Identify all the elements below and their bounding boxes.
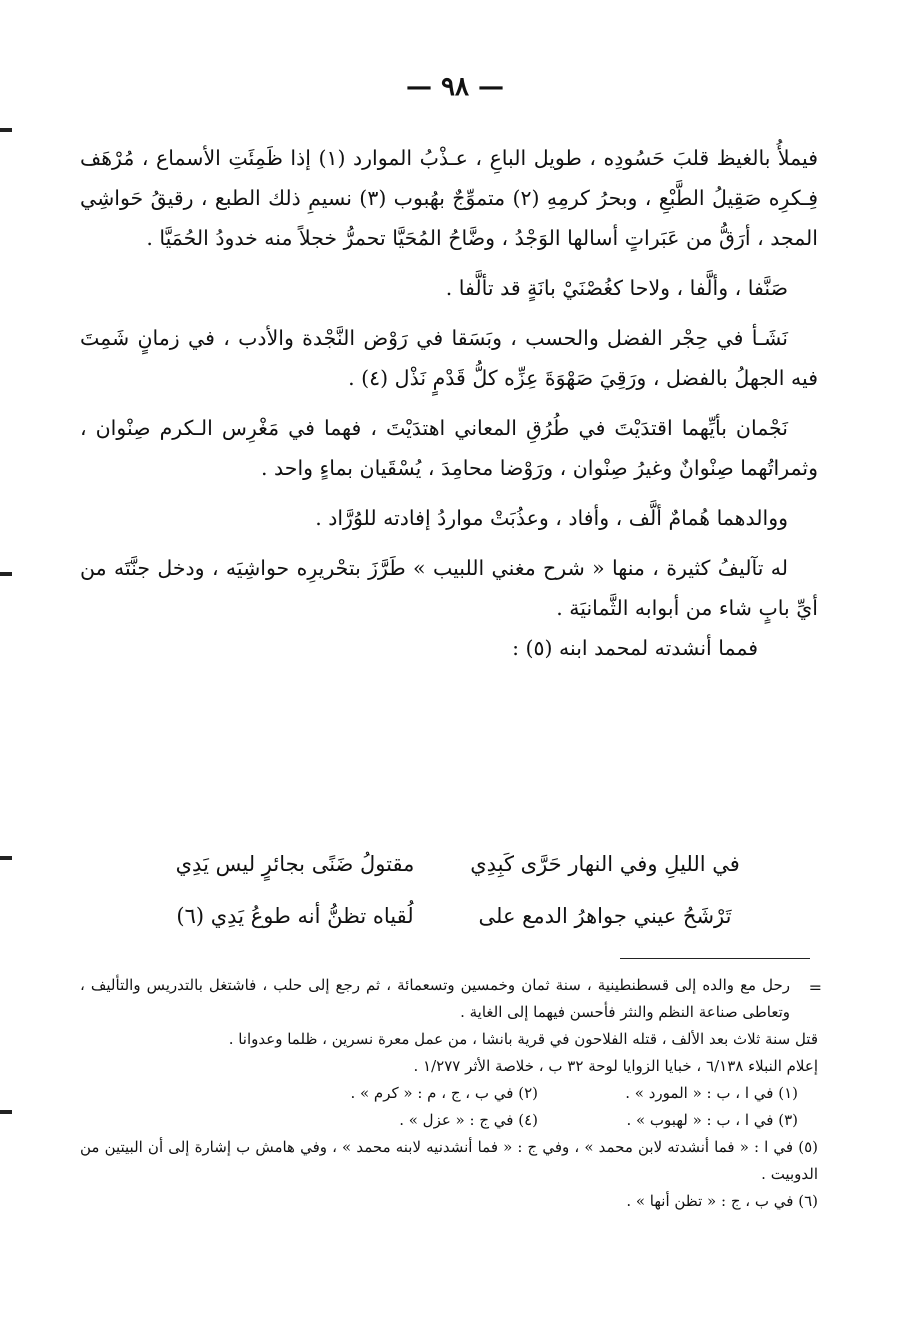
footnote-3: (٣) في ا ، ب : « لهبوب » .	[626, 1111, 798, 1129]
footnote-separator	[620, 958, 810, 959]
margin-mark-4	[0, 1110, 12, 1114]
margin-mark-3	[0, 856, 12, 860]
footnote-sources: إعلام النبلاء ٦/١٣٨ ، خبايا الزوايا لوحة ٣٢ ب ، خلاصة الأثر ١/٢٧٧ .	[413, 1057, 818, 1075]
footnotes	[80, 972, 818, 1215]
footnote-row-1	[278, 1080, 798, 1107]
verse-1	[150, 838, 750, 890]
continuation-mark: =	[808, 978, 822, 997]
verse-1-first-hemistich: في الليلِ وفي النهار حَرَّى كَبِدِي	[470, 852, 740, 876]
margin-mark-1	[0, 128, 12, 132]
paragraph-5: ووالدهما هُمامٌ ألَّف ، وأفاد ، وعذُبَتْ مواردُ إفادته للوُرَّاد .	[315, 506, 788, 530]
margin-mark-2	[0, 572, 12, 576]
verse-2	[150, 890, 750, 942]
paragraph-3: نَشَـأ في حِجْر الفضل والحسب ، وبَسَقا في رَوْض النَّجْدة والأدب ، في زمانٍ شَمِتَ فيه الجهلُ بالفضل ، ورَقِيَ صَهْوَةَ عِزِّه كلُّ قَدْمٍ نَذْل (٤) .	[80, 326, 818, 390]
paragraph-2: صَنَّفا ، وألَّفا ، ولاحا كغُصْنَيْ بانَةٍ قد تألَّفا .	[445, 276, 788, 300]
verse-1-second-hemistich: مقتولُ ضَنًى بجائرٍ ليس يَدِي	[175, 852, 415, 876]
paragraph-4: نَجْمان بأيِّهما اقتدَيْتَ في طُرُقِ المعاني اهتدَيْتَ ، فهما في مَغْرِس الـكرم صِنْوان ، وثمراتُهما صِنْوانٌ وغيرُ صِنْوان ، ورَوْضا محامِدَ ، يُسْقَيان بماءٍ واحد .	[80, 416, 818, 480]
footnote-row-2	[278, 1107, 798, 1134]
footnote-5: (٥) في ا : « فما أنشدته لابن محمد » ، وفي ج : « فما أنشدنيه لابنه محمد » ، وفي هامش ب إشارة إلى أن البيتين من الدوبيت .	[80, 1138, 818, 1183]
footnote-2: (٢) في ب ، ج ، م : « كرم » .	[350, 1084, 538, 1102]
footnote-death: قتل سنة ثلاث بعد الألف ، قتله الفلاحون في قرية بانشا ، من عمل معرة نسرين ، ظلما وعدوانا .	[228, 1030, 818, 1048]
page-number: — ٩٨ —	[405, 72, 505, 102]
poem	[150, 838, 750, 942]
paragraph-6: له تآليفُ كثيرة ، منها « شرح مغني اللبيب » طَرَّزَ بتحْريرِه حواشِيَه ، ودخل جنَّتَه من أيِّ بابٍ شاء من أبوابه الثَّمانيَة .	[80, 556, 818, 620]
paragraph-7: فمما أنشدته لمحمد ابنه (٥) :	[512, 636, 758, 660]
footnote-1: (١) في ا ، ب : « المورد » .	[625, 1084, 798, 1102]
verse-2-second-hemistich: لُقياه تظنُّ أنه طوعُ يَدِي (٦)	[176, 904, 414, 928]
main-text	[80, 138, 818, 668]
footnote-continuation: رحل مع والده إلى قسطنطينية ، سنة ثمان وخمسين وتسعمائة ، ثم رجع إلى حلب ، فاشتغل بالتدريس والتأليف ، وتعاطى صناعة النظم والنثر فأحسن فيهما إلى الغاية .	[80, 976, 790, 1021]
footnote-6: (٦) في ب ، ج : « تظن أنها » .	[626, 1192, 818, 1210]
footnote-4: (٤) في ج : « عزل » .	[399, 1111, 538, 1129]
paragraph-1: فيملأُ بالغيظ قلبَ حَسُودِه ، طويل الباعِ ، عـذْبُ الموارد (١) إذا ظَمِئَتِ الأسماع ، مُرْهَف فِـكرِه صَقِيلُ الطَّبْعِ ، وبحرُ كرمِهِ (٢) متموِّجٌ بهُبوب (٣) نسيمِ ذلك الطبع ، رقيقُ حَواشِي المجد ، أرَقُّ من عَبَراتٍ أسالها الوَجْدُ ، وضَّاحُ المُحَيَّا تحمرُّ خجلاً منه خدودُ الحُمَيَّا .	[80, 146, 818, 250]
verse-2-first-hemistich: تَرْشَحُ عيني جواهرُ الدمع على	[478, 904, 732, 928]
